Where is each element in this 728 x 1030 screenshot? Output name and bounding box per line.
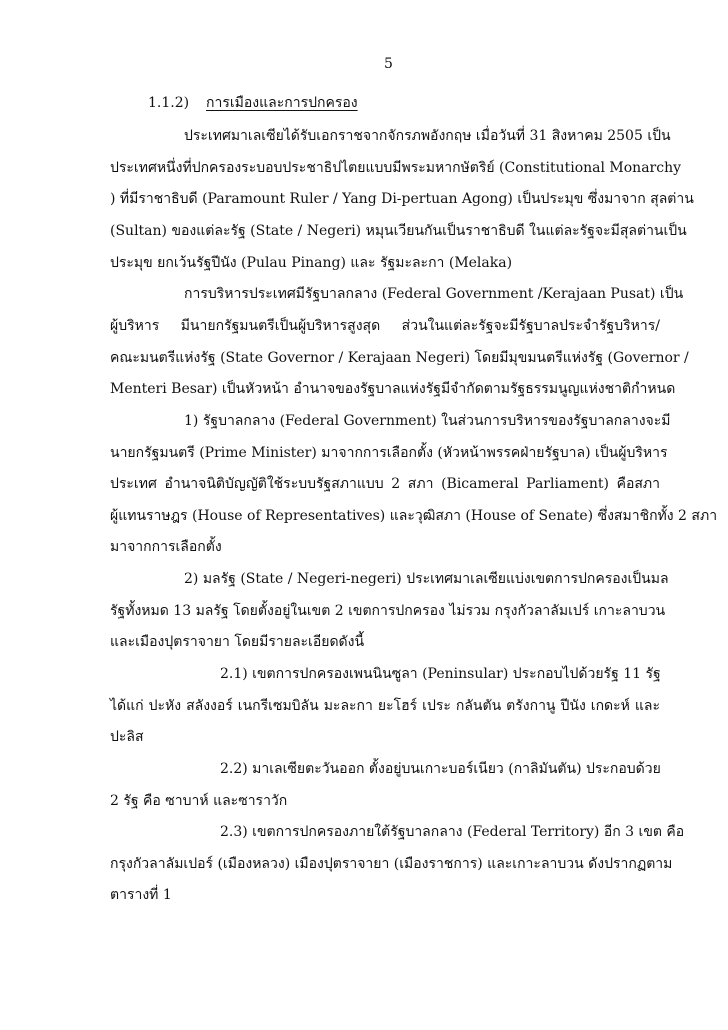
paragraph-line: 2 รัฐ คือ ซาบาห์ และซาราวัก [110, 793, 288, 809]
paragraph-line: ตารางที่ 1 [110, 887, 172, 903]
paragraph-line: มาจากการเลือกตั้ง [110, 539, 222, 555]
page-number: 5 [384, 56, 393, 72]
paragraph-line: ) ที่มีราชาธิบดี (Paramount Ruler / Yang Di-pertuan Agong) เป็นประมุข ซึ่งมาจาก สุลต่าน [110, 191, 694, 207]
list-item: 2) มลรัฐ (State / Negeri-negeri) ประเทศมาเลเซียแบ่งเขตการปกครองเป็นมล [184, 571, 669, 587]
sub-list-item: 2.1) เขตการปกครองเพนนินซูลา (Peninsular) ประกอบไปด้วยรัฐ 11 รัฐ [220, 666, 661, 682]
section-heading: การเมืองและการปกครอง [206, 95, 358, 111]
paragraph-line: ปะลิส [110, 729, 144, 745]
paragraph-line: กรุงกัวลาลัมเปอร์ (เมืองหลวง) เมืองปุตราจายา (เมืองราชการ) และเกาะลาบวน ดังปรากฏตาม [110, 856, 673, 872]
paragraph-line: ประเทศมาเลเซียได้รับเอกราชจากจักรภพอังกฤษ เมื่อวันที่ 31 สิงหาคม 2505 เป็น [184, 128, 671, 144]
paragraph-line: ประมุข ยกเว้นรัฐปีนัง (Pulau Pinang) และ รัฐมะละกา (Melaka) [110, 255, 513, 271]
paragraph-line: Menteri Besar) เป็นหัวหน้า อำนาจของรัฐบาลแห่งรัฐมีจำกัดตามรัฐธรรมนูญแห่งชาติกำหนด [110, 381, 676, 397]
paragraph-line: ประเทศ อำนาจนิติบัญญัติใช้ระบบรัฐสภาแบบ 2 สภา (Bicameral Parliament) คือสภา [110, 476, 660, 492]
paragraph-line: คณะมนตรีแห่งรัฐ (State Governor / Kerajaan Negeri) โดยมีมุขมนตรีแห่งรัฐ (Governor / [110, 350, 689, 366]
section-number: 1.1.2) [148, 95, 190, 111]
paragraph-line: ผู้บริหาร มีนายกรัฐมนตรีเป็นผู้บริหารสูงสุด ส่วนในแต่ละรัฐจะมีรัฐบาลประจำรัฐบริหาร/ [110, 318, 660, 334]
paragraph-line: รัฐทั้งหมด 13 มลรัฐ โดยตั้งอยู่ในเขต 2 เขตการปกครอง ไม่รวม กรุงกัวลาลัมเปร์ เกาะลาบวน [110, 603, 666, 619]
paragraph-line: ผู้แทนราษฎร (House of Representatives) และวุฒิสภา (House of Senate) ซึ่งสมาชิกทั้ง 2 สภา [110, 508, 718, 524]
paragraph-line: นายกรัฐมนตรี (Prime Minister) มาจากการเลือกตั้ง (หัวหน้าพรรคฝ่ายรัฐบาล) เป็นผู้บริหาร [110, 445, 668, 461]
paragraph-line: การบริหารประเทศมีรัฐบาลกลาง (Federal Government /Kerajaan Pusat) เป็น [184, 286, 684, 302]
paragraph-line: และเมืองปุตราจายา โดยมีรายละเอียดดังนี้ [110, 634, 365, 650]
paragraph-line: (Sultan) ของแต่ละรัฐ (State / Negeri) หมุนเวียนกันเป็นราชาธิบดี ในแต่ละรัฐจะมีสุลต่านเป็น [110, 223, 687, 239]
paragraph-line: ได้แก่ ปะหัง สลังงอร์ เนกรีเซมบิลัน มะละกา ยะโฮร์ เประ กลันตัน ตรังกานู ปีนัง เกดะห์ และ [110, 698, 660, 714]
sub-list-item: 2.3) เขตการปกครองภายใต้รัฐบาลกลาง (Federal Territory) อีก 3 เขต คือ [220, 824, 685, 840]
sub-list-item: 2.2) มาเลเซียตะวันออก ตั้งอยู่บนเกาะบอร์เนียว (กาลิมันตัน) ประกอบด้วย [220, 761, 661, 777]
list-item: 1) รัฐบาลกลาง (Federal Government) ในส่วนการบริหารของรัฐบาลกลางจะมี [184, 413, 671, 429]
paragraph-line: ประเทศหนึ่งที่ปกครองระบอบประชาธิปไตยแบบมีพระมหากษัตริย์ (Constitutional Monarchy [110, 160, 681, 176]
